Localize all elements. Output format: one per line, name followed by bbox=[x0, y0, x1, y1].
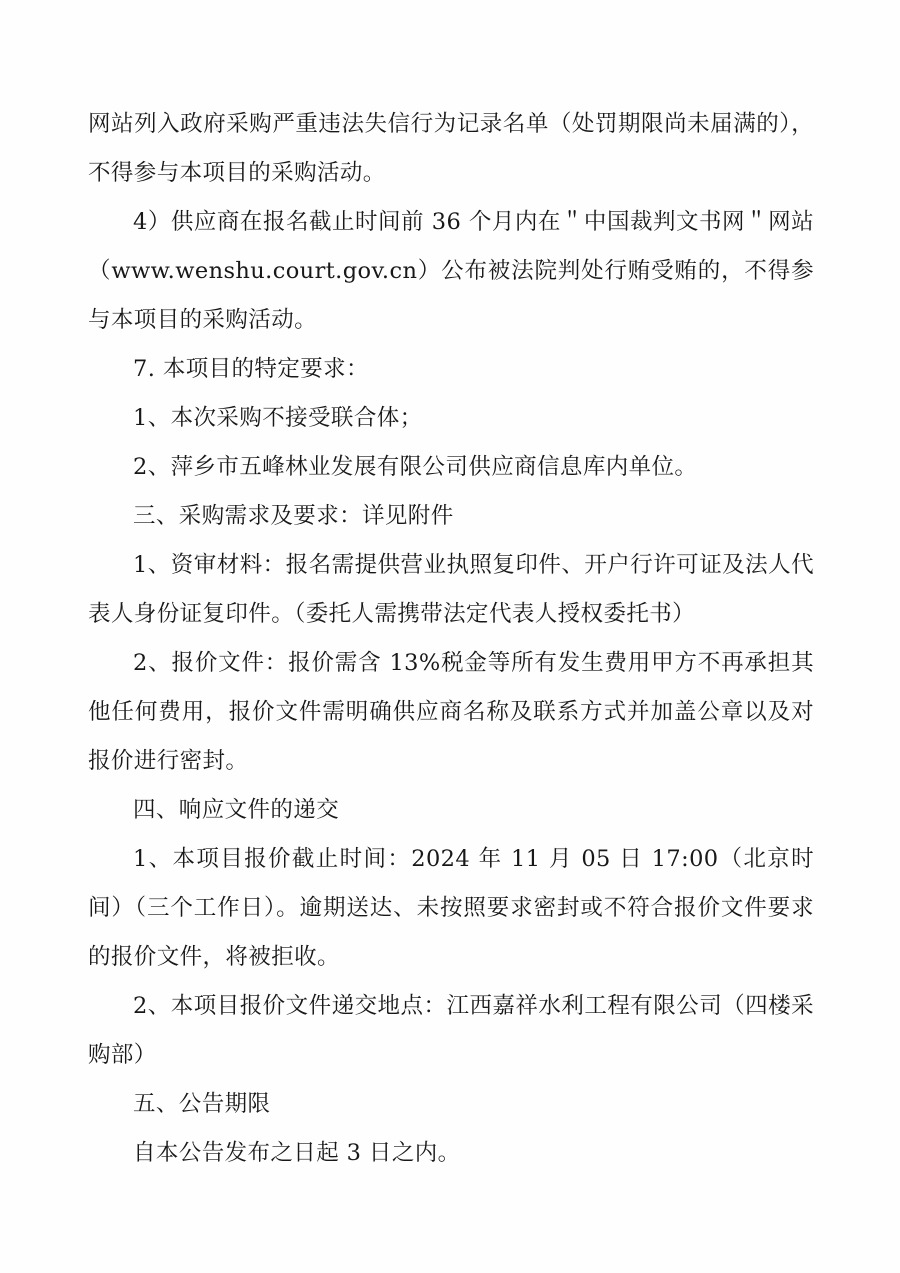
document-body bbox=[88, 100, 814, 1178]
paragraph-requirement-2: 2、萍乡市五峰林业发展有限公司供应商信息库内单位。 bbox=[133, 454, 698, 480]
paragraph-blacklist: 网站列入政府采购严重违法失信行为记录名单（处罚期限尚未届满的），不得参与本项目的采购活动。 bbox=[88, 111, 814, 186]
paragraph-requirement-1: 1、本次采购不接受联合体； bbox=[133, 405, 423, 431]
paragraph-section-4: 四、响应文件的递交 bbox=[133, 797, 340, 823]
paragraph-section-5: 五、公告期限 bbox=[133, 1091, 271, 1117]
paragraph-submit-1: 1、本项目报价截止时间：2024 年 11 月 05 日 17:00（北京时间）（三个工作日）。逾期送达、未按照要求密封或不符合报价文件要求的报价文件，将被拒收。 bbox=[88, 846, 814, 970]
paragraph-notice-period: 自本公告发布之日起 3 日之内。 bbox=[133, 1140, 461, 1166]
paragraph-need-1: 1、资审材料：报名需提供营业执照复印件、开户行许可证及法人代表人身份证复印件。（委托人需携带法定代表人授权委托书） bbox=[88, 552, 814, 627]
paragraph-section-3: 三、采购需求及要求：详见附件 bbox=[133, 503, 454, 529]
paragraph-section-7: 7. 本项目的特定要求： bbox=[133, 356, 369, 382]
paragraph-submit-2: 2、本项目报价文件递交地点：江西嘉祥水利工程有限公司（四楼采购部） bbox=[88, 993, 814, 1068]
paragraph-need-2: 2、报价文件：报价需含 13%税金等所有发生费用甲方不再承担其他任何费用，报价文件需明确供应商名称及联系方式并加盖公章以及对报价进行密封。 bbox=[88, 650, 814, 774]
paragraph-item-4: 4）供应商在报名截止时间前 36 个月内在＂中国裁判文书网＂网站（www.wenshu.court.gov.cn）公布被法院判处行贿受贿的，不得参与本项目的采购活动。 bbox=[88, 209, 814, 333]
